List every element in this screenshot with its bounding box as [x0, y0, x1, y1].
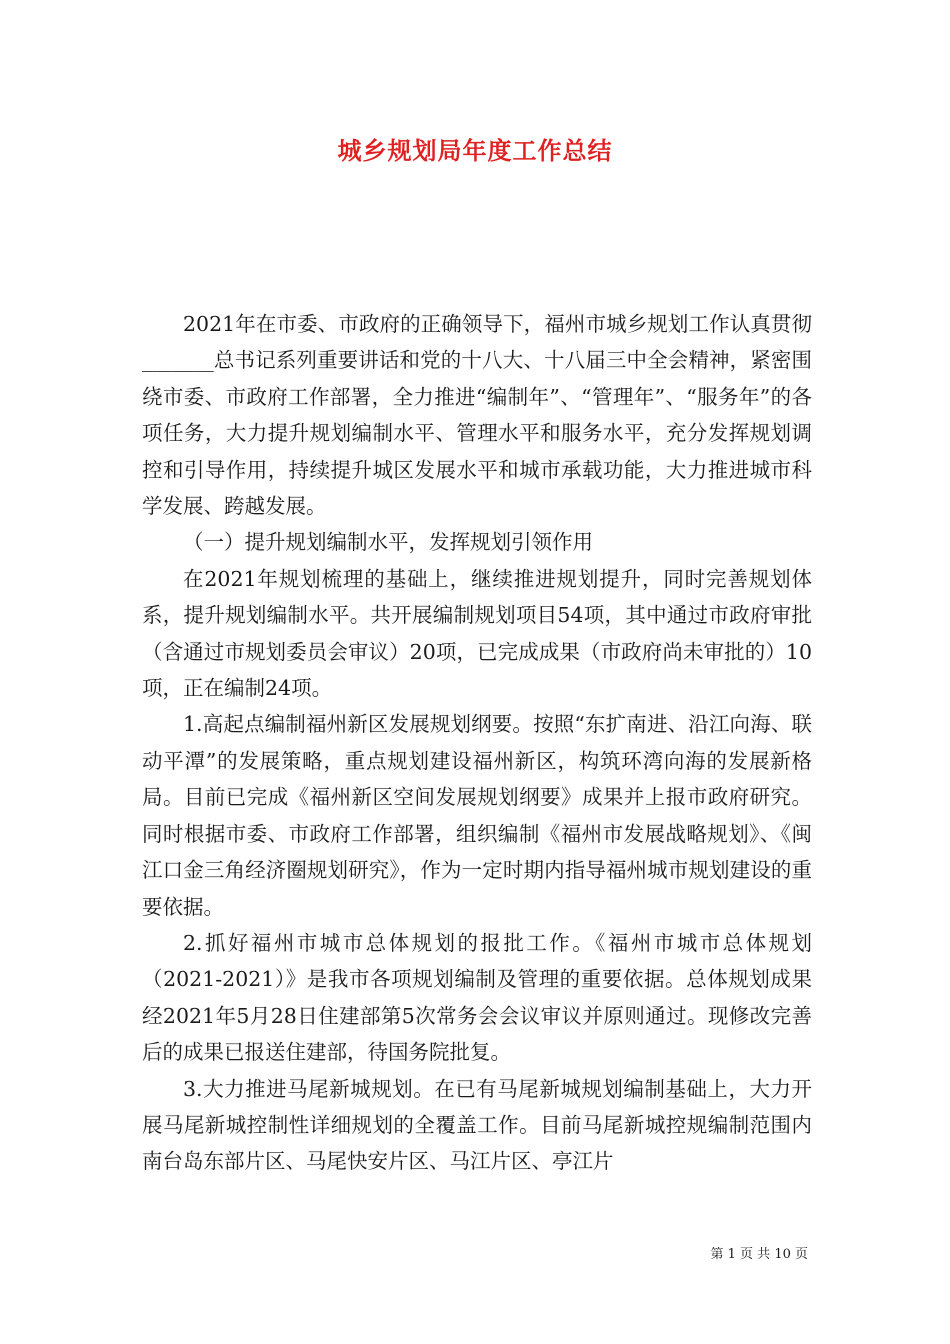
paragraph-intro: 2021年在市委、市政府的正确领导下，福州市城乡规划工作认真贯彻_______总书记系列重要讲话和党的十八大、十八届三中全会精神，紧密围绕市委、市政府工作部署，全力推进“编制年”、“管理年”、“服务年”的各项任务，大力提升规划编制水平、管理水平和服务水平，充分发挥规划调控和引导作用，持续提升城区发展水平和城市承载功能，大力推进城市科学发展、跨越发展。 — [142, 312, 812, 519]
document-title: 城乡规划局年度工作总结 — [337, 136, 613, 165]
document-body — [142, 306, 812, 1180]
paragraph-item-3: 3.大力推进马尾新城规划。在已有马尾新城规划编制基础上，大力开展马尾新城控制性详细规划的全覆盖工作。目前马尾新城控规编制范围内南台岛东部片区、马尾快安片区、马江片区、亭江片 — [142, 1076, 812, 1174]
paragraph-item-1: 1.高起点编制福州新区发展规划纲要。按照“东扩南进、沿江向海、联动平潭”的发展策略，重点规划建设福州新区，构筑环湾向海的发展新格局。目前已完成《福州新区空间发展规划纲要》成果并上报市政府研究。同时根据市委、市政府工作部署，组织编制《福州市发展战略规划》、《闽江口金三角经济圈规划研究》，作为一定时期内指导福州城市规划建设的重要依据。 — [142, 712, 812, 919]
paragraph-item-2: 2.抓好福州市城市总体规划的报批工作。《福州市城市总体规划（2021-2021）》是我市各项规划编制及管理的重要依据。总体规划成果经2021年5月28日住建部第5次常务会会议审议并原则通过。现修改完善后的成果已报送住建部，待国务院批复。 — [142, 930, 812, 1065]
paragraph-section-summary: 在2021年规划梳理的基础上，继续推进规划提升，同时完善规划体系，提升规划编制水平。共开展编制规划项目54项，其中通过市政府审批（含通过市规划委员会审议）20项，已完成成果（市政府尚未审批的）10项，正在编制24项。 — [142, 566, 812, 701]
section-heading: （一）提升规划编制水平，发挥规划引领作用 — [183, 530, 593, 555]
page-number: 第 1 页 共 10 页 — [710, 1247, 808, 1262]
